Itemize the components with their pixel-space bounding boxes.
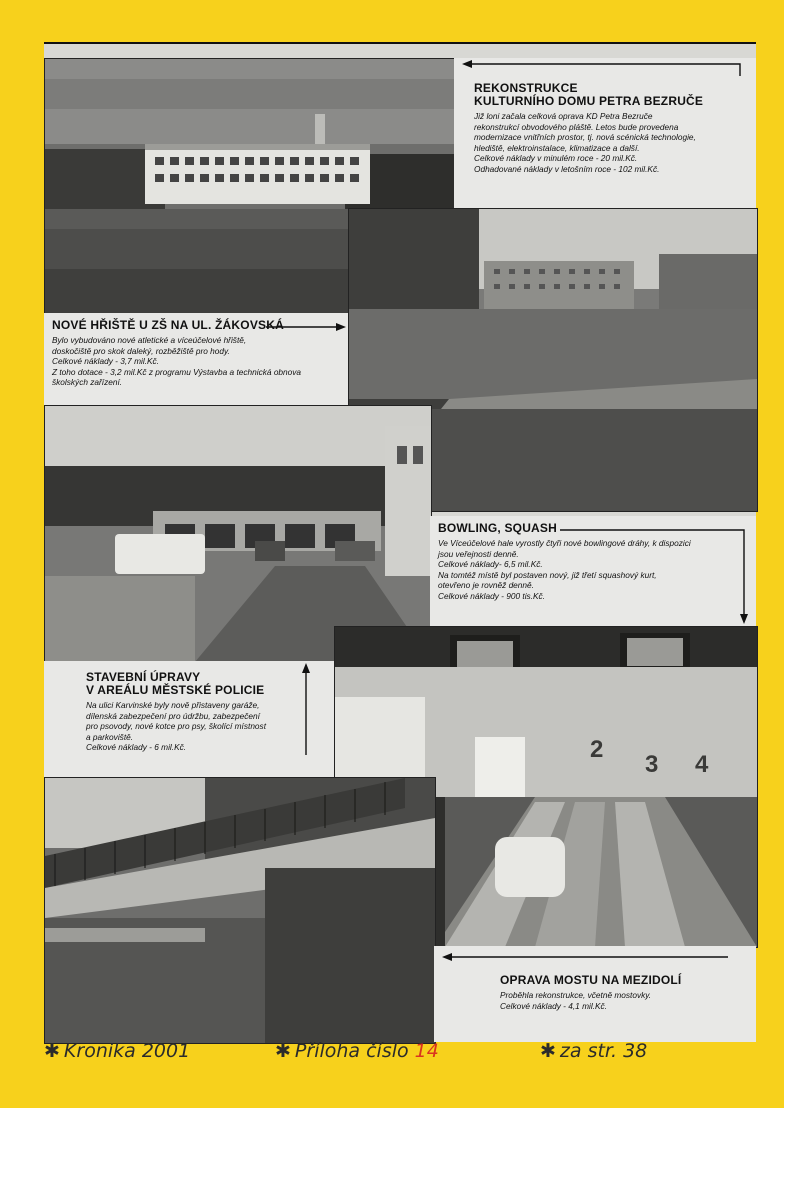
svg-text:2: 2 — [590, 736, 604, 763]
handwritten-chronicle-note: ✱ Kronika 2001 — [44, 1040, 191, 1062]
caption-culture-house — [454, 58, 756, 208]
handwritten-chronicle-year: Kronika 2001 — [63, 1040, 191, 1062]
handwritten-attachment-note: ✱ Příloha číslo 14 — [275, 1040, 439, 1062]
handwritten-attachment-number: 14 — [414, 1040, 439, 1062]
bridge-text: Proběhla rekonstrukce, včetně mostovky. Celkové náklady - 4,1 mil.Kč. — [500, 990, 652, 1011]
arrow-up-icon — [296, 661, 316, 759]
handwritten-page-ref: za str. 38 — [559, 1040, 648, 1062]
photo-bridge — [44, 777, 436, 1044]
culture-house-text: Již loni začala celková oprava KD Petra Bezruče rekonstrukcí obvodového pláště. Letos bude provedena modernizace vnitřních prostor, tj. nová scénická technologie, hlediště, elektroinstalace, klimatizace a další. Celkové náklady v minulém roce - 20 mil.Kč. Odhadované náklady v letošním roce - 102 mil.Kč. — [474, 111, 696, 174]
photo-police-area — [44, 405, 432, 663]
police-title-line2: V AREÁLU MĚSTSKÉ POLICIE — [86, 683, 265, 697]
police-text: Na ulici Karvinské byly nově přistaveny garáže, dílenská zabezpečení pro údržbu, zabezpečení pro psovody, nové kotce pro psy, školící místnost a parkoviště. Celkové náklady - 6 mil.Kč. — [86, 700, 266, 753]
bowling-text: Ve Víceúčelové hale vyrostly čtyři nové bowlingové dráhy, k dispozici jsou veřejnosti denně. Celkové náklady- 6,5 mil.Kč. Na tomtéž místě byl postaven nový, již třetí squashový kurt, otevřeno je rovněž denně. Celkové náklady - 900 tis.Kč. — [438, 538, 691, 601]
caption-police-area — [44, 661, 334, 777]
bowling-title: BOWLING, SQUASH — [438, 521, 557, 535]
arrow-down-icon — [558, 522, 758, 626]
handwritten-attachment-label: Příloha číslo — [294, 1040, 409, 1062]
arrow-left-icon — [460, 58, 744, 78]
police-title-line1: STAVEBNÍ ÚPRAVY — [86, 670, 201, 684]
arrow-right-icon — [264, 320, 348, 334]
culture-house-title-line2: KULTURNÍHO DOMU PETRA BEZRUČE — [474, 94, 704, 108]
culture-house-title-line1: REKONSTRUKCE — [474, 81, 578, 95]
playground-text: Bylo vybudováno nové atletické a víceúčelové hřiště, doskočiště pro skok daleký, rozběžiště pro hody. Celkové náklady - 3,7 mil.Kč. Z toho dotace - 3,2 mil.Kč z programu Výstavba a technická obnova školských zařízení. — [52, 335, 302, 388]
playground-title: NOVÉ HŘIŠTĚ U ZŠ NA UL. ŽÁKOVSKÁ — [52, 318, 284, 332]
bridge-title: OPRAVA MOSTU NA MEZIDOLÍ — [500, 973, 682, 987]
svg-text:4: 4 — [695, 751, 709, 778]
handwritten-page-note: ✱ za str. 38 — [540, 1040, 648, 1062]
arrow-left-icon — [440, 950, 730, 964]
newspaper-clipping — [44, 42, 756, 1042]
svg-text:3: 3 — [645, 751, 659, 778]
